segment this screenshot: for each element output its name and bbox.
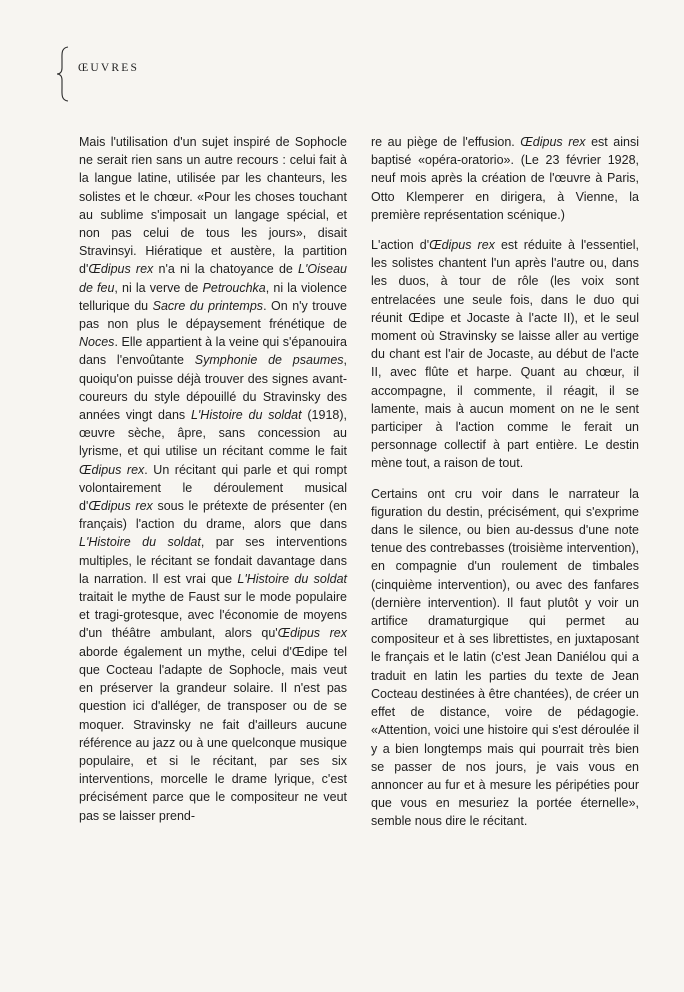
italic-text: Œdipus rex: [277, 626, 347, 641]
left-column: [79, 133, 347, 825]
italic-text: Symphonie de psaumes: [194, 353, 344, 368]
italic-text: Œdipus rex: [520, 135, 586, 149]
text-run: . Elle appartient à la veine qui s'épanouira dans l'envoûtante: [79, 335, 347, 368]
paragraph: [371, 485, 639, 831]
paragraph: [371, 133, 639, 224]
italic-text: Sacre du printemps: [152, 298, 264, 313]
text-run: (1918), œuvre sèche, âpre, sans concession au lyrisme, et qui utilise un récitant comme le fait: [79, 408, 347, 459]
italic-text: Œdipus rex: [79, 462, 145, 477]
italic-text: Petrouchka: [202, 280, 266, 295]
italic-text: Œdipus rex: [88, 262, 154, 277]
paragraph: [79, 133, 347, 825]
text-run: est réduite à l'essentiel, les solistes chantent l'un après l'autre ou, dans les duos, à tour de rôle (les voix sont entrelacées une seule fois, dans le duo qui réunit Œdipe et Jocaste à l'acte II), et le seul moment où Stravinsky se laisse aller au vertige du chant est l'air de Jocaste, au début de l'acte II, avec flûte et harpe. Quant au chœur, il accompagne, il commente, il réagit, il se lamente, mais à aucun moment on ne le sent participer à l'action comme le ferait un personnage collectif à part entière. Le destin mène tout, a raison de tout.: [371, 238, 639, 471]
text-run: sous le prétexte de présenter (en français) l'action du drame, alors que dans: [79, 499, 347, 532]
curly-brace-ornament: [56, 46, 70, 102]
italic-text: Œdipus rex: [88, 499, 153, 514]
italic-text: L'Oiseau de feu: [79, 262, 347, 295]
paragraph: [371, 236, 639, 473]
italic-text: L'Histoire du soldat: [190, 408, 302, 423]
text-run: re au piège de l'effusion.: [371, 135, 521, 149]
text-run: Certains ont cru voir dans le narrateur la figuration du destin, précisément, qui s'exprime dans le silence, ou bien au-dessus d'une note tenue des contrebasses (troisième intervention), en compagnie d'un roulement de timbales (cinquième intervention), ou avec des fanfares (dernière intervention). Il faut plutôt y voir un artifice dramaturgique qui permet au compositeur et à ses librettistes, en juxtaposant le français et le latin (c'est Jean Daniélou qui a traduit en latin les parties du texte de Jean Cocteau destinées à être chantées), de créer un effet de distance, voire de pédagogie. «Attention, voici une histoire qui s'est déroulée il y a bien longtemps mais qui pourrait très bien se passer de nos jours, je vais vous en annoncer au fur et à mesure les péripéties pour que vous en mesuriez la portée éternelle», semble nous dire le récitant.: [371, 486, 639, 829]
text-run: . On n'y trouve pas non plus le dépaysement frénétique de: [79, 298, 348, 332]
text-run: est ainsi baptisé «opéra-oratorio». (Le 23 février 1928, neuf mois après la création de l'œuvre à Paris, Otto Klemperer en dirigera, à Vienne, la première représentation scénique.): [371, 135, 639, 222]
italic-text: L'Histoire du soldat: [237, 571, 348, 586]
text-run: , ni la verve de: [114, 280, 203, 295]
text-run: n'a ni la chatoyance de: [153, 262, 299, 277]
italic-text: Noces: [79, 335, 115, 350]
text-run: aborde également un mythe, celui d'Œdipe tel que Cocteau l'adapte de Sophocle, mais veut en préserver la grandeur solaire. Il n'est pas question ici d'alléger, de transposer ou de se moquer. Stravinsky ne fait d'ailleurs aucune référence au jazz ou à une quelconque musique populaire, et si le récitant, par ses six interventions, morcelle le drame lyrique, c'est précisément parce que le compositeur ne veut pas se laisser prend-: [79, 644, 347, 823]
italic-text: L'Histoire du soldat: [79, 535, 201, 550]
text-run: , ni la violence tellurique du: [79, 280, 347, 313]
text-run: , quoiqu'on puisse déjà trouver des signes avant-coureurs du style dépouillé du Stravinsky des années vingt dans: [79, 353, 348, 423]
text-run: traitait le mythe de Faust sur le mode populaire et tragi-grotesque, avec l'économie de moyens d'un théâtre ambulant, alors qu': [79, 590, 347, 641]
italic-text: Œdipus rex: [429, 238, 495, 253]
text-run: Mais l'utilisation d'un sujet inspiré de Sophocle ne serait rien sans un autre recours : celui fait à la langue latine, utilisée par les chanteurs, les solistes et le chœur. «Pour les choses touchant au sublime s'imposait un langage spécial, et non pas celui de tous les jours», disait Stravinsyi. Hiératique et austère, la partition d': [79, 135, 347, 277]
text-run: , par ses interventions multiples, le récitant se fondait davantage dans la narration. Il est vrai que: [79, 535, 347, 586]
text-run: L'action d': [371, 238, 430, 253]
section-title: ŒUVRES: [78, 62, 140, 74]
right-column: [371, 133, 639, 831]
text-run: . Un récitant qui parle et qui rompt volontairement le déroulement musical d': [79, 462, 347, 514]
